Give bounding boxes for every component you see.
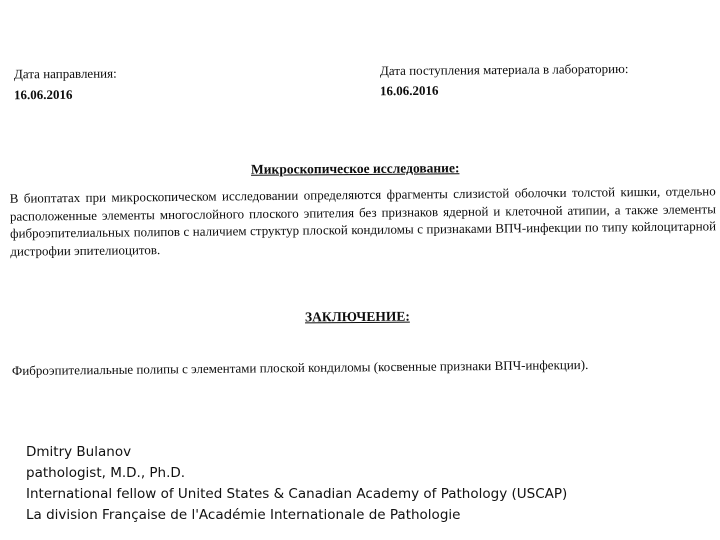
microscopy-text: В биоптатах при микроскопическом исследовании определяются фрагменты слизистой оболочки толстой кишки, отдельно расположенные элементы многослойного плоского эпителия без признаков ядерной и клеточной атипии, а также элементы фиброэпителиальных полипов с наличием структур плоской кондиломы с признаками ВПЧ-инфекции по типу койлоцитарной дистрофии эпителиоцитов.: [9, 183, 717, 259]
signature-affiliation-aip: La division Française de l'Académie Internationale de Pathologie: [26, 507, 461, 523]
conclusion-text: Фиброэпителиальные полипы с элементами плоской кондиломы (косвенные признаки ВПЧ-инфекции).: [11, 356, 589, 379]
receipt-date-value: 16.06.2016: [379, 82, 439, 99]
conclusion-heading: ЗАКЛЮЧЕНИЕ:: [304, 308, 410, 325]
signature-block: [26, 442, 567, 526]
signature-affiliation-uscap: International fellow of United States & Canadian Academy of Pathology (USCAP): [26, 486, 568, 502]
referral-date-value: 16.06.2016: [13, 86, 73, 103]
receipt-date-label: Дата поступления материала в лабораторию:: [379, 60, 629, 79]
microscopy-heading: Микроскопическое исследование:: [250, 160, 460, 177]
signature-title: pathologist, M.D., Ph.D.: [26, 465, 186, 481]
signature-name: Dmitry Bulanov: [26, 444, 132, 460]
referral-date-label: Дата направления:: [13, 65, 117, 82]
